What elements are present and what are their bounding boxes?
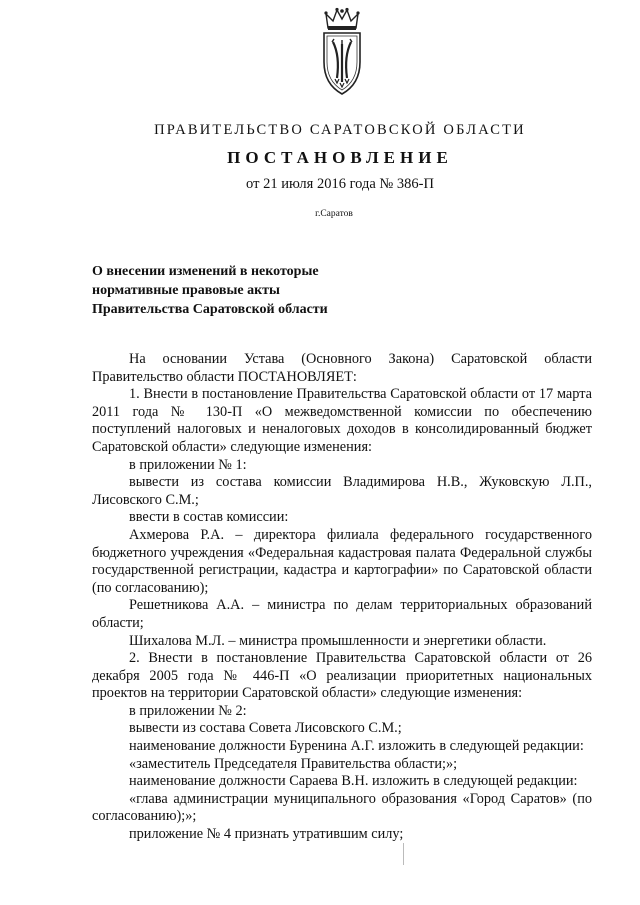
body-paragraph: наименование должности Буренина А.Г. изложить в следующей редакции: xyxy=(129,738,584,755)
body-paragraph: На основании Устава (Основного Закона) Саратовской области Правительство области ПОСТАНОВЛЯЕТ: xyxy=(92,351,592,385)
document-date-number: от 21 июля 2016 года № 386-П xyxy=(246,176,434,192)
body-paragraph: вывести из состава комиссии Владимирова Н.В., Жуковскую Л.П., Лисовского С.М.; xyxy=(92,474,592,508)
body-paragraph: приложение № 4 признать утратившим силу; xyxy=(129,826,404,843)
document-subject xyxy=(92,262,328,319)
body-paragraph: в приложении № 2: xyxy=(129,702,247,719)
body-paragraph: Решетникова А.А. – министра по делам территориальных образований области; xyxy=(92,597,592,631)
body-paragraph: ввести в состав комиссии: xyxy=(129,509,289,526)
body-paragraph: 2. Внести в постановление Правительства Саратовской области от 26 декабря 2005 года № 446-П «О реализации приоритетных национальных проектов на территории Саратовской области» следующие изменения: xyxy=(92,650,592,702)
body-paragraph: 1. Внести в постановление Правительства Саратовской области от 17 марта 2011 года № 130-П «О межведомственной комиссии по обеспечению поступлений налоговых и неналоговых доходов в консолидированный бюджет Саратовской области» следующие изменения: xyxy=(92,386,592,455)
subject-line: О внесении изменений в некоторые xyxy=(92,264,319,279)
saratov-coat-of-arms-emblem xyxy=(318,6,366,102)
document-body xyxy=(92,351,592,844)
body-paragraph: вывести из состава Совета Лисовского С.М.; xyxy=(129,720,402,737)
subject-line: нормативные правовые акты xyxy=(92,283,280,298)
body-paragraph: «заместитель Председателя Правительства области;»; xyxy=(129,755,458,772)
document-city: г.Саратов xyxy=(315,209,353,219)
scan-artifact-line xyxy=(403,843,404,865)
organization-title: ПРАВИТЕЛЬСТВО САРАТОВСКОЙ ОБЛАСТИ xyxy=(154,122,526,138)
body-paragraph: «глава администрации муниципального образования «Город Саратов» (по согласованию);»; xyxy=(92,790,592,825)
body-paragraph: наименование должности Сараева В.Н. изложить в следующей редакции: xyxy=(129,773,578,790)
body-paragraph: Шихалова М.Л. – министра промышленности и энергетики области. xyxy=(129,632,547,649)
body-paragraph: в приложении № 1: xyxy=(129,456,247,473)
subject-line: Правительства Саратовской области xyxy=(92,302,328,317)
document-type-heading: ПОСТАНОВЛЕНИЕ xyxy=(227,148,453,167)
body-paragraph: Ахмерова Р.А. – директора филиала федерального государственного бюджетного учреждения «Федеральная кадастровая палата Федеральной службы государственной регистрации, кадастра и картографии» по Саратовской области (по согласованию); xyxy=(92,526,592,596)
